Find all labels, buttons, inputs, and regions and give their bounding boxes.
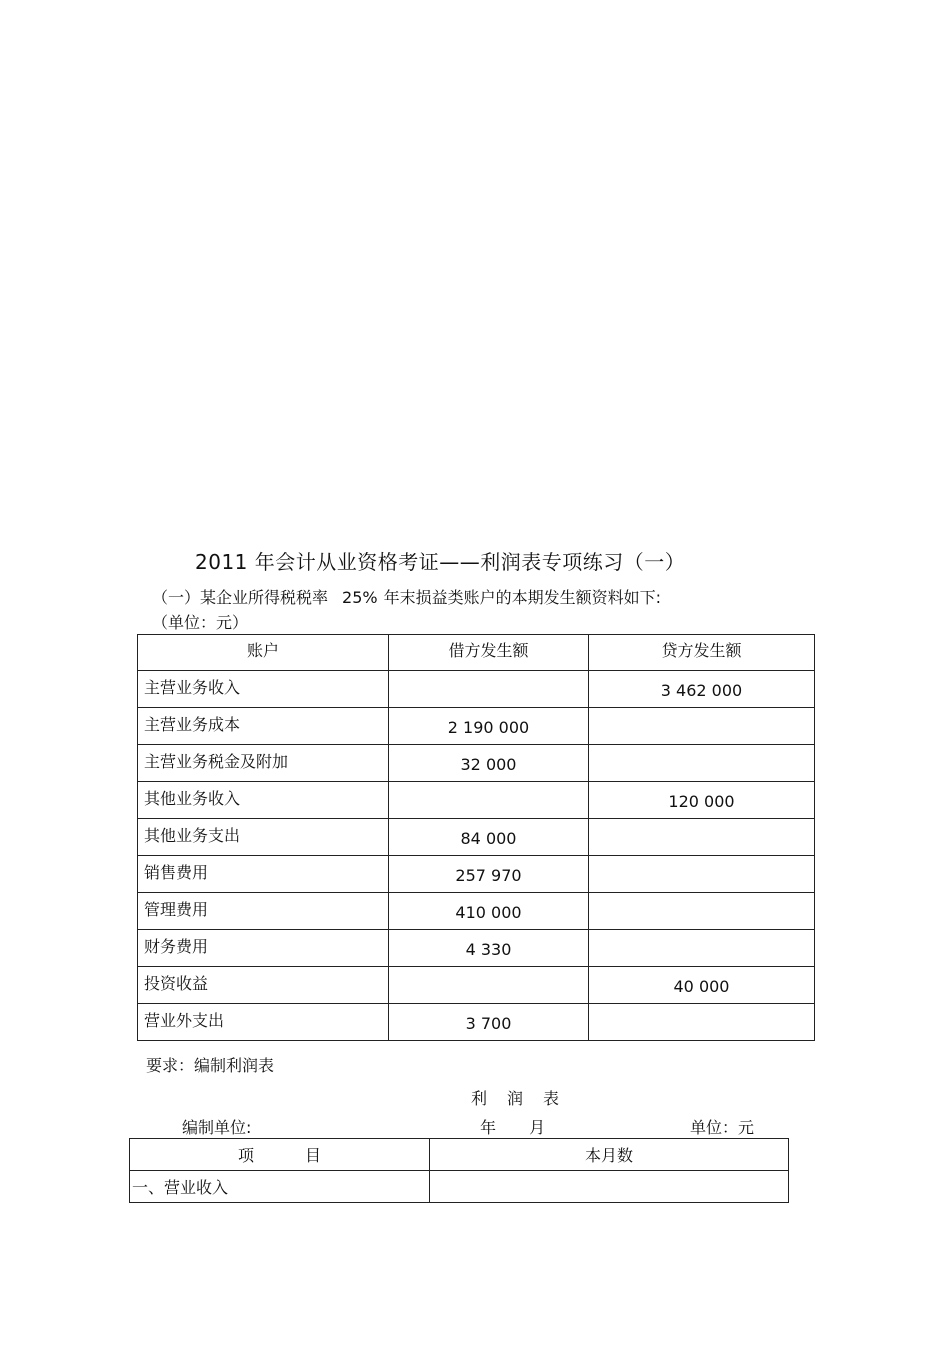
table-row [138,708,815,745]
ledger-table [137,634,815,1041]
credit-cell [589,708,815,745]
account-cell: 主营业务收入 [138,671,389,708]
table-row [138,745,815,782]
header-debit: 借方发生额 [389,635,589,671]
amount-cell [430,1171,789,1203]
debit-cell: 257 970 [389,856,589,893]
intro-text [152,585,661,608]
debit-cell: 4 330 [389,930,589,967]
credit-cell [589,930,815,967]
statement-date: 年 月 [480,1118,546,1137]
account-cell: 营业外支出 [138,1004,389,1041]
debit-cell: 3 700 [389,1004,589,1041]
header-credit: 贷方发生额 [589,635,815,671]
table-row [138,893,815,930]
credit-cell [589,819,815,856]
account-cell: 管理费用 [138,893,389,930]
account-cell: 投资收益 [138,967,389,1004]
table-row [138,930,815,967]
debit-cell [389,782,589,819]
intro-prefix: （一）某企业所得税税率 [152,588,329,607]
currency-unit: 单位：元 [690,1118,755,1137]
header-account: 账户 [138,635,389,671]
debit-cell: 84 000 [389,819,589,856]
credit-cell: 3 462 000 [589,671,815,708]
preparing-unit-label: 编制单位: [182,1118,252,1137]
table-row [138,967,815,1004]
debit-cell [389,967,589,1004]
credit-cell [589,893,815,930]
account-cell: 销售费用 [138,856,389,893]
table-row [130,1171,789,1203]
table-row [138,671,815,708]
credit-cell: 120 000 [589,782,815,819]
debit-cell: 410 000 [389,893,589,930]
page-title: 2011 年会计从业资格考证——利润表专项练习（一） [195,550,686,574]
table-row [138,819,815,856]
account-cell: 其他业务收入 [138,782,389,819]
header-current-month: 本月数 [430,1139,789,1171]
credit-cell [589,856,815,893]
account-cell: 主营业务成本 [138,708,389,745]
debit-cell: 2 190 000 [389,708,589,745]
account-cell: 财务费用 [138,930,389,967]
header-item: 项 目 [130,1139,430,1171]
tax-rate: 25% [342,588,378,607]
income-statement-table [129,1138,789,1203]
item-cell: 一、营业收入 [130,1171,430,1203]
account-cell: 其他业务支出 [138,819,389,856]
intro-suffix: 年末损益类账户的本期发生额资料如下: [383,588,661,607]
requirement-text: 要求：编制利润表 [146,1056,275,1075]
credit-cell [589,745,815,782]
table-row [138,782,815,819]
unit-note: （单位：元） [152,613,249,632]
statement-title: 利润表 [471,1089,580,1108]
statement-header-row [130,1139,789,1171]
credit-cell [589,1004,815,1041]
debit-cell: 32 000 [389,745,589,782]
ledger-header-row [138,635,815,671]
table-row [138,856,815,893]
table-row [138,1004,815,1041]
account-cell: 主营业务税金及附加 [138,745,389,782]
credit-cell: 40 000 [589,967,815,1004]
debit-cell [389,671,589,708]
